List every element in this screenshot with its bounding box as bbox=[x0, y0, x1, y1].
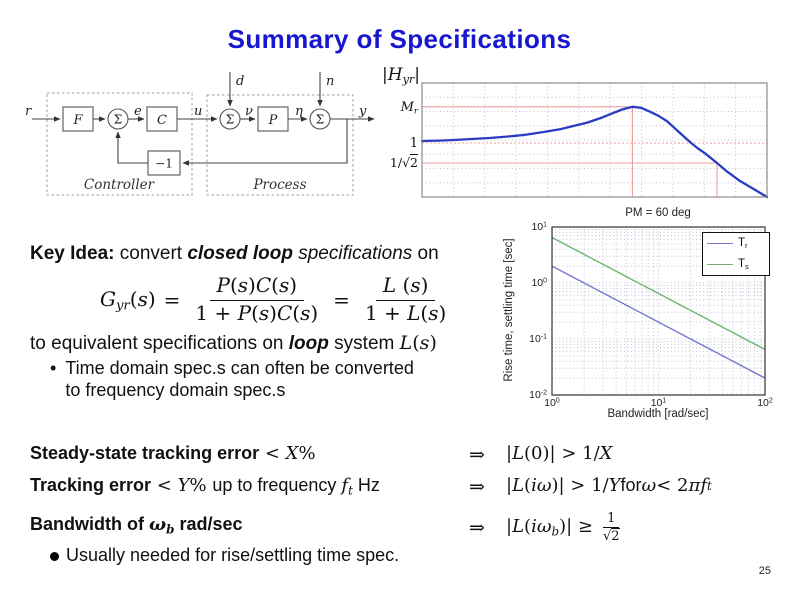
implies-arrow: ⇒ bbox=[469, 476, 485, 498]
ytick-Mr: Mr bbox=[400, 100, 418, 117]
legend bbox=[702, 232, 770, 276]
equals-sign: = bbox=[163, 288, 181, 313]
implies-arrow: ⇒ bbox=[469, 444, 485, 466]
signal-y: y bbox=[359, 104, 367, 119]
xtick-10e1: $10^1$ bbox=[650, 397, 667, 409]
bullet-text: Time domain spec.s can often be converted to frequency domain spec.s bbox=[65, 358, 414, 400]
gain-plot-canvas bbox=[380, 60, 799, 202]
ytick-inv-sqrt2: 1/√2 bbox=[389, 155, 418, 170]
key-idea-line: Key Idea: convert closed loop specifications on bbox=[30, 243, 439, 264]
bullet-marker bbox=[50, 552, 59, 561]
rise-settling-time-plot bbox=[490, 206, 799, 424]
signal-d: d bbox=[236, 74, 245, 89]
xtick-10e2: $10^2$ bbox=[757, 397, 773, 409]
sum-junction: Σ bbox=[113, 112, 123, 127]
signal-u: u bbox=[194, 104, 203, 119]
fraction-PC: $\frac{P(s)C(s)}{1 + P(s)C(s)}$ bbox=[195, 273, 319, 325]
one-over-sqrt2-fraction: $\frac{1}{√2}$ bbox=[603, 511, 620, 544]
implies-arrow: ⇒ bbox=[469, 517, 485, 539]
fraction-L: $\frac{L (s)}{1 + L(s)}$ bbox=[364, 273, 447, 325]
pm-ylabel: Rise time, settling time [sec] bbox=[503, 238, 515, 382]
block-P: P bbox=[268, 113, 278, 128]
controller-group-label: Controller bbox=[83, 177, 155, 193]
equation-lhs: Gyr(s) bbox=[100, 286, 156, 314]
ts-line-swatch bbox=[707, 264, 733, 265]
loop-system-line: to equivalent specifications on loop system L(s) bbox=[30, 332, 437, 354]
page-number: 25 bbox=[758, 565, 771, 577]
spec-1-left: Steady-state tracking error < X% bbox=[30, 443, 316, 464]
xtick-10e0: $10^0$ bbox=[544, 397, 560, 409]
ytick-10e0: $10^0$ bbox=[531, 277, 547, 289]
diagram-labels bbox=[25, 74, 367, 193]
ytick-10e-2: $10^{-2}$ bbox=[529, 389, 547, 401]
signal-n: n bbox=[326, 74, 335, 89]
legend-entry-ts bbox=[703, 254, 769, 275]
tr-line-swatch bbox=[707, 243, 733, 244]
sum-junction: Σ bbox=[315, 112, 325, 127]
bullet-marker: • bbox=[50, 358, 57, 378]
pm-plot-title: PM = 60 deg bbox=[625, 207, 691, 219]
spec-2-right: | L ( iω )| > 1/ Y for ω < 2 πf t bbox=[506, 475, 712, 496]
block-minus-one: −1 bbox=[155, 156, 173, 171]
spec-1-right: | L (0)| > 1/ X bbox=[506, 443, 613, 464]
sum-junction: Σ bbox=[225, 112, 235, 127]
rise-settling-bullet: Usually needed for rise/settling time spec. bbox=[66, 545, 400, 565]
ts-legend-label: Ts bbox=[738, 257, 749, 272]
signal-e: e bbox=[134, 104, 142, 119]
closed-loop-equation bbox=[100, 274, 453, 326]
spec-3-left: Bandwidth of ωb rad/sec bbox=[30, 514, 243, 537]
ytick-10e-1: $10^{-1}$ bbox=[529, 333, 547, 345]
spec-2-left: Tracking error < Y% up to frequency ft Hz bbox=[30, 475, 380, 498]
ytick-one: 1 bbox=[409, 136, 418, 151]
process-group-label: Process bbox=[253, 177, 307, 193]
time-domain-bullet bbox=[50, 357, 414, 401]
pm-xlabel: Bandwidth [rad/sec] bbox=[607, 408, 709, 420]
control-block-diagram bbox=[8, 58, 383, 208]
signal-nu: ν bbox=[245, 104, 253, 119]
signal-eta: η bbox=[295, 104, 303, 119]
block-C: C bbox=[157, 113, 167, 128]
closed-loop-gain-plot bbox=[380, 60, 799, 202]
spec-3-right: |L(iωb)| ≥ $\frac{1}{√2}$ bbox=[506, 511, 624, 543]
tr-line bbox=[552, 266, 765, 378]
ytick-10e1: $10^1$ bbox=[531, 221, 547, 233]
equals-sign: = bbox=[333, 288, 350, 313]
gain-axis-title: |Hyr| bbox=[382, 65, 420, 87]
page-title: Summary of Specifications bbox=[227, 24, 572, 54]
signal-r: r bbox=[25, 104, 32, 119]
gain-curve bbox=[422, 107, 767, 197]
legend-entry-tr bbox=[703, 233, 769, 254]
tr-legend-label: Tr bbox=[738, 236, 748, 251]
block-F: F bbox=[73, 113, 83, 128]
